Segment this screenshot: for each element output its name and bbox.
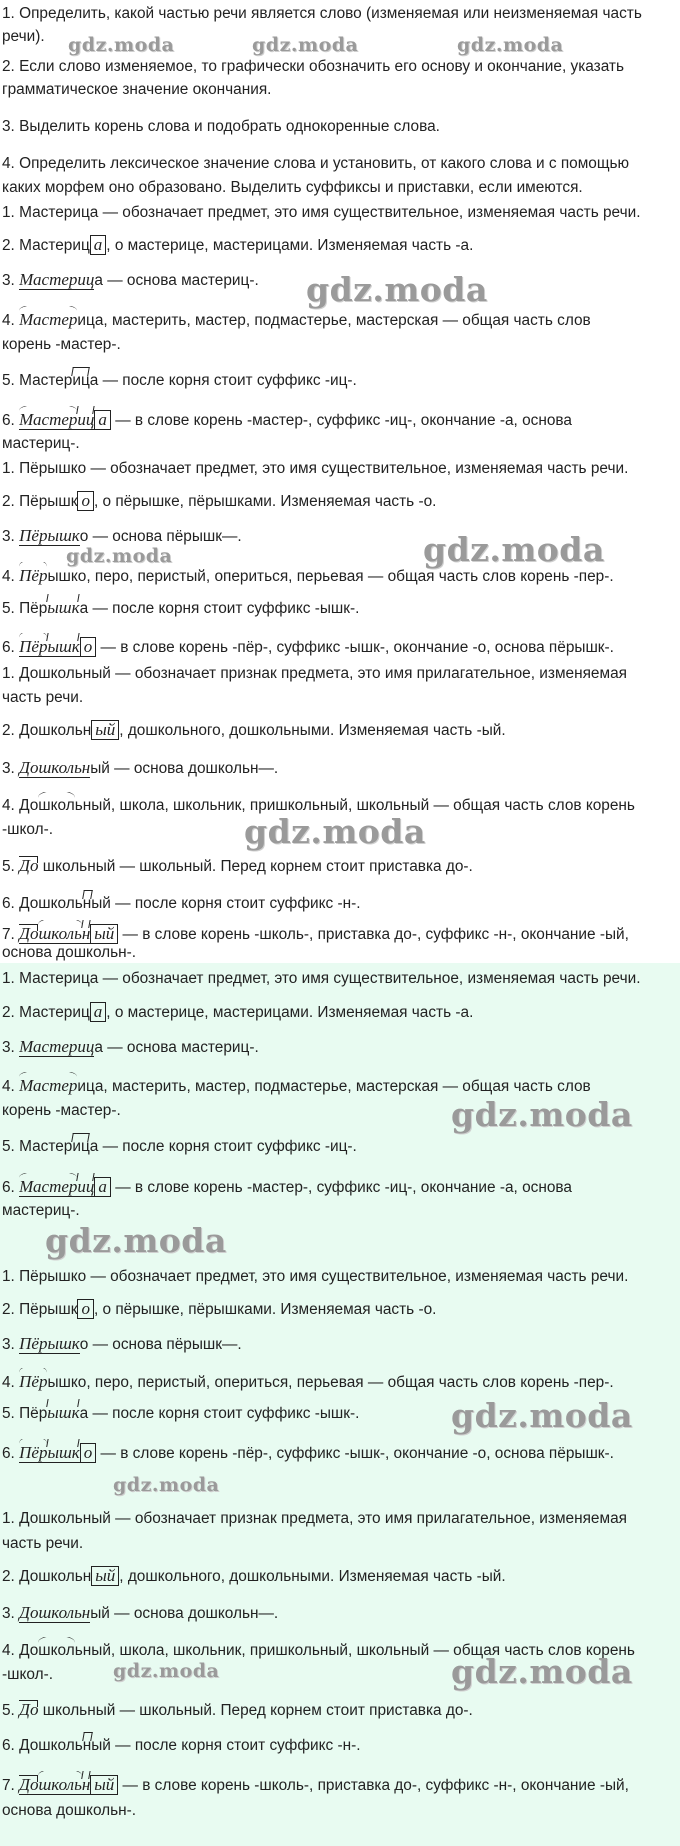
watermark: gdz.moda bbox=[451, 1652, 633, 1691]
step-text: — основа пёрышк—. bbox=[88, 528, 242, 545]
step-text: 6. bbox=[2, 639, 20, 656]
watermark: gdz.moda bbox=[113, 1660, 220, 1682]
suffix-mark: н bbox=[82, 895, 92, 912]
masterica-step-6-cont: мастериц-. bbox=[2, 435, 80, 452]
step-text: ица, мастерить, мастер, подмастерье, мастерская — общая часть слов bbox=[77, 312, 591, 329]
step-text: 4. bbox=[2, 312, 20, 329]
step-text: 5. bbox=[2, 1702, 20, 1719]
root-arc: школь bbox=[38, 924, 82, 943]
step-text: 2. Мастериц bbox=[2, 1004, 90, 1021]
watermark: gdz.moda bbox=[252, 34, 359, 56]
step-text: — в слове корень -пёр-, суффикс -ышк-, окончание -о, основа пёрышк-. bbox=[96, 1445, 614, 1462]
doshkolny-step-3 bbox=[2, 754, 674, 782]
masterica-step-5 bbox=[2, 1133, 674, 1160]
step-text: 2. Пёрышк bbox=[2, 493, 78, 510]
prefix-mark: До bbox=[19, 856, 39, 875]
root-arc: Пёр bbox=[19, 1372, 48, 1391]
suffix-mark: ышк bbox=[47, 1443, 80, 1462]
prefix-mark: До bbox=[19, 1700, 39, 1719]
step-text: ый — основа дошкольн—. bbox=[90, 1605, 279, 1622]
step-text: 6. bbox=[2, 1179, 20, 1196]
suffix-mark: н bbox=[81, 924, 91, 943]
perushko-step-1: 1. Пёрышко — обозначает предмет, это имя существительное, изменяемая часть речи. bbox=[2, 1268, 629, 1285]
ending-box: ый bbox=[91, 1566, 119, 1586]
step-text: — основа пёрышк—. bbox=[88, 1336, 242, 1353]
suffix-mark: ышк bbox=[47, 1403, 80, 1422]
doshkolny-step-7-cont: основа дошкольн-. bbox=[2, 944, 137, 961]
doshkolny-step-4-cont: -школ-. bbox=[2, 1666, 53, 1683]
base-underline: Пёрышк bbox=[19, 526, 80, 545]
doshkolny-step-1-cont: часть речи. bbox=[2, 689, 84, 706]
step-text: 4. bbox=[2, 1374, 20, 1391]
step-text: а — после корня стоит суффикс -ышк-. bbox=[79, 1405, 360, 1422]
doshkolny-step-1: 1. Дошкольный — обозначает признак предмета, это имя прилагательное, изменяемая bbox=[2, 1510, 627, 1527]
step-text: а — после корня стоит суффикс -иц-. bbox=[89, 1138, 357, 1155]
step-text: 5. Мастер bbox=[2, 372, 73, 389]
step-text: ышко, перо, перистый, опериться, перьевая — общая часть слов корень -пер-. bbox=[47, 1374, 614, 1391]
answer-top-tail bbox=[0, 920, 680, 963]
watermark: gdz.moda bbox=[457, 34, 564, 56]
step-text: 6. bbox=[2, 412, 20, 429]
step-text: 2. Дошкольн bbox=[2, 1568, 92, 1585]
doshkolny-step-5 bbox=[2, 852, 674, 880]
step-text: 5. Пёр bbox=[2, 1405, 48, 1422]
step-text: , о пёрышке, пёрышками. Изменяемая часть -о. bbox=[93, 493, 437, 510]
step-text: 6. Дошколь bbox=[2, 895, 83, 912]
ending-box: о bbox=[77, 1299, 94, 1319]
masterica-step-6-cont: мастериц-. bbox=[2, 1202, 80, 1219]
step-text: 6. Дошколь bbox=[2, 1737, 83, 1754]
watermark: gdz.moda bbox=[66, 545, 173, 567]
instruction-line: 2. Если слово изменяемое, то графически обозначить его основу и окончание, указать bbox=[2, 58, 624, 75]
prefix-mark: До bbox=[19, 1775, 39, 1794]
watermark: gdz.moda bbox=[306, 270, 488, 309]
ending-box: а bbox=[90, 235, 107, 255]
step-text: 4. bbox=[2, 1078, 20, 1095]
base-underline: Мастериц bbox=[19, 270, 95, 289]
step-text: — в слове корень -школь-, приставка до-, суффикс -н-, окончание -ый, bbox=[118, 1777, 629, 1794]
doshkolny-step-3 bbox=[2, 1599, 674, 1627]
masterica-step-1: 1. Мастерица — обозначает предмет, это имя существительное, изменяемая часть речи. bbox=[2, 204, 641, 221]
step-text: о bbox=[79, 1336, 89, 1353]
perushko-step-6 bbox=[2, 1439, 674, 1467]
root-arc: школ bbox=[38, 797, 75, 814]
step-text: 3. bbox=[2, 1039, 20, 1056]
step-text: — в слове корень -пёр-, суффикс -ышк-, окончание -о, основа пёрышк-. bbox=[96, 639, 614, 656]
base-underline: Мастериц bbox=[19, 1037, 95, 1056]
masterica-step-4-cont: корень -мастер-. bbox=[2, 1102, 121, 1119]
prefix-mark: До bbox=[19, 924, 39, 943]
answer-top bbox=[0, 0, 680, 822]
step-text: о bbox=[79, 528, 89, 545]
base-underline: Дошкольн bbox=[19, 1603, 91, 1622]
masterica-step-2 bbox=[2, 232, 674, 259]
step-text: 6. bbox=[2, 1445, 20, 1462]
step-text: школьный — школьный. Перед корнем стоит приставка до-. bbox=[38, 858, 473, 875]
ending-box: а bbox=[90, 1002, 107, 1022]
perushko-step-3 bbox=[2, 1330, 674, 1358]
suffix-mark: н bbox=[81, 1775, 91, 1794]
step-text: 4. До bbox=[2, 1642, 39, 1659]
ending-box: а bbox=[94, 1177, 111, 1197]
watermark: gdz.moda bbox=[45, 1221, 227, 1260]
masterica-step-1: 1. Мастерица — обозначает предмет, это имя существительное, изменяемая часть речи. bbox=[2, 970, 641, 987]
step-text: а — после корня стоит суффикс -иц-. bbox=[89, 372, 357, 389]
ending-box: а bbox=[94, 410, 111, 430]
masterica-step-5 bbox=[2, 367, 674, 394]
suffix-mark: ышк bbox=[47, 637, 80, 656]
step-text: ьный, школа, школьник, пришкольный, школьный — общая часть слов корень bbox=[74, 797, 635, 814]
doshkolny-step-7 bbox=[2, 1771, 674, 1799]
suffix-mark: иц bbox=[77, 410, 95, 429]
root-arc: Мастер bbox=[19, 1076, 78, 1095]
step-text: 5. Мастер bbox=[2, 1138, 73, 1155]
step-text: ьный, школа, школьник, пришкольный, школьный — общая часть слов корень bbox=[74, 1642, 635, 1659]
step-text: а — после корня стоит суффикс -ышк-. bbox=[79, 600, 360, 617]
watermark: gdz.moda bbox=[113, 1474, 220, 1496]
watermark: gdz.moda bbox=[244, 812, 426, 851]
ending-box: о bbox=[80, 1443, 97, 1463]
root-arc: Мастер bbox=[19, 310, 78, 329]
root-arc: Пёр bbox=[19, 1443, 48, 1462]
doshkolny-step-2 bbox=[2, 1563, 674, 1590]
watermark: gdz.moda bbox=[451, 1095, 633, 1134]
instruction-line: 4. Определить лексическое значение слова и установить, от какого слова и с помощью bbox=[2, 155, 630, 172]
base-underline: Дошкольн bbox=[19, 758, 91, 777]
suffix-mark: н bbox=[82, 1737, 92, 1754]
step-text: ица, мастерить, мастер, подмастерье, мастерская — общая часть слов bbox=[77, 1078, 591, 1095]
instruction-line: грамматическое значение окончания. bbox=[2, 81, 272, 98]
step-text: , о мастерице, мастерицами. Изменяемая часть -а. bbox=[106, 1004, 474, 1021]
step-text: 4. bbox=[2, 568, 20, 585]
step-text: 3. bbox=[2, 760, 20, 777]
ending-box: о bbox=[77, 491, 94, 511]
perushko-step-2 bbox=[2, 1296, 674, 1323]
doshkolny-step-4-cont: -школ-. bbox=[2, 816, 674, 843]
doshkolny-step-6 bbox=[2, 1732, 674, 1759]
step-text: 5. Пёр bbox=[2, 600, 48, 617]
root-arc: Мастер bbox=[19, 1177, 78, 1196]
perushko-step-1: 1. Пёрышко — обозначает предмет, это имя существительное, изменяемая часть речи. bbox=[2, 460, 629, 477]
watermark: gdz.moda bbox=[68, 34, 175, 56]
watermark: gdz.moda bbox=[423, 530, 605, 569]
step-text: 7. bbox=[2, 926, 20, 943]
step-text: ый — основа дошкольн—. bbox=[90, 760, 279, 777]
perushko-step-2 bbox=[2, 488, 674, 515]
root-arc: Пёр bbox=[19, 566, 48, 585]
suffix-mark: иц bbox=[77, 1177, 95, 1196]
instruction-line: каких морфем оно образовано. Выделить суффиксы и приставки, если имеются. bbox=[2, 179, 583, 196]
doshkolny-step-5 bbox=[2, 1696, 674, 1724]
step-text: — в слове корень -мастер-, суффикс -иц-, окончание -а, основа bbox=[110, 412, 572, 429]
suffix-mark: ышк bbox=[47, 598, 80, 617]
step-text: ый — после корня стоит суффикс -н-. bbox=[91, 895, 361, 912]
root-arc: школ bbox=[38, 1642, 75, 1659]
ending-box: ый bbox=[90, 1775, 118, 1795]
base-underline: Пёрышк bbox=[19, 1334, 80, 1353]
step-text: 3. bbox=[2, 528, 20, 545]
instruction-line: 3. Выделить корень слова и подобрать однокоренные слова. bbox=[2, 118, 440, 135]
step-text: 3. bbox=[2, 272, 20, 289]
step-text: школьный — школьный. Перед корнем стоит приставка до-. bbox=[38, 1702, 473, 1719]
step-text: а bbox=[94, 272, 103, 289]
instruction-line: 1. Определить, какой частью речи является слово (изменяемая или неизменяемая часть bbox=[2, 5, 642, 22]
doshkolny-step-1-cont: часть речи. bbox=[2, 1535, 84, 1552]
ending-box: о bbox=[80, 637, 97, 657]
perushko-step-6 bbox=[2, 633, 674, 661]
doshkolny-step-1: 1. Дошкольный — обозначает признак предмета, это имя прилагательное, изменяемая bbox=[2, 665, 627, 682]
perushko-step-5 bbox=[2, 594, 674, 622]
masterica-step-2 bbox=[2, 999, 674, 1026]
masterica-step-4-cont: корень -мастер-. bbox=[2, 336, 121, 353]
root-arc: Мастер bbox=[19, 410, 78, 429]
watermark: gdz.moda bbox=[451, 1396, 633, 1435]
instruction-line: речи). bbox=[2, 28, 45, 45]
step-text: ышко, перо, перистый, опериться, перьевая — общая часть слов корень -пер-. bbox=[47, 568, 614, 585]
ending-box: ый bbox=[90, 924, 118, 944]
step-text: , дошкольного, дошкольными. Изменяемая часть -ый. bbox=[119, 722, 506, 739]
step-text: — в слове корень -мастер-, суффикс -иц-, окончание -а, основа bbox=[110, 1179, 572, 1196]
masterica-step-4 bbox=[2, 306, 674, 334]
step-text: , о мастерице, мастерицами. Изменяемая часть -а. bbox=[106, 237, 474, 254]
step-text: 3. bbox=[2, 1605, 20, 1622]
step-text: — основа мастериц-. bbox=[102, 272, 259, 289]
step-text: а bbox=[94, 1039, 103, 1056]
step-text: 7. bbox=[2, 1777, 20, 1794]
step-text: , о пёрышке, пёрышками. Изменяемая часть -о. bbox=[93, 1301, 437, 1318]
step-text: 4. До bbox=[2, 797, 39, 814]
root-arc: Пёр bbox=[19, 637, 48, 656]
root-arc: школь bbox=[38, 1775, 82, 1794]
step-text: 2. Пёрышк bbox=[2, 1301, 78, 1318]
perushko-step-4 bbox=[2, 1368, 674, 1396]
step-text: ый — после корня стоит суффикс -н-. bbox=[91, 1737, 361, 1754]
step-text: 2. Дошкольн bbox=[2, 722, 92, 739]
doshkolny-step-2 bbox=[2, 717, 674, 744]
step-text: 3. bbox=[2, 1336, 20, 1353]
step-text: 2. Мастериц bbox=[2, 237, 90, 254]
ending-box: ый bbox=[91, 720, 119, 740]
step-text: — в слове корень -школь-, приставка до-, суффикс -н-, окончание -ый, bbox=[118, 926, 629, 943]
step-text: 5. bbox=[2, 858, 20, 875]
masterica-step-3 bbox=[2, 1033, 674, 1061]
suffix-mark: иц bbox=[72, 372, 90, 389]
step-text: , дошкольного, дошкольными. Изменяемая часть -ый. bbox=[119, 1568, 506, 1585]
step-text: — основа мастериц-. bbox=[102, 1039, 259, 1056]
doshkolny-step-7-cont: основа дошкольн-. bbox=[2, 1802, 137, 1819]
doshkolny-step-6 bbox=[2, 890, 674, 917]
suffix-mark: иц bbox=[72, 1138, 90, 1155]
